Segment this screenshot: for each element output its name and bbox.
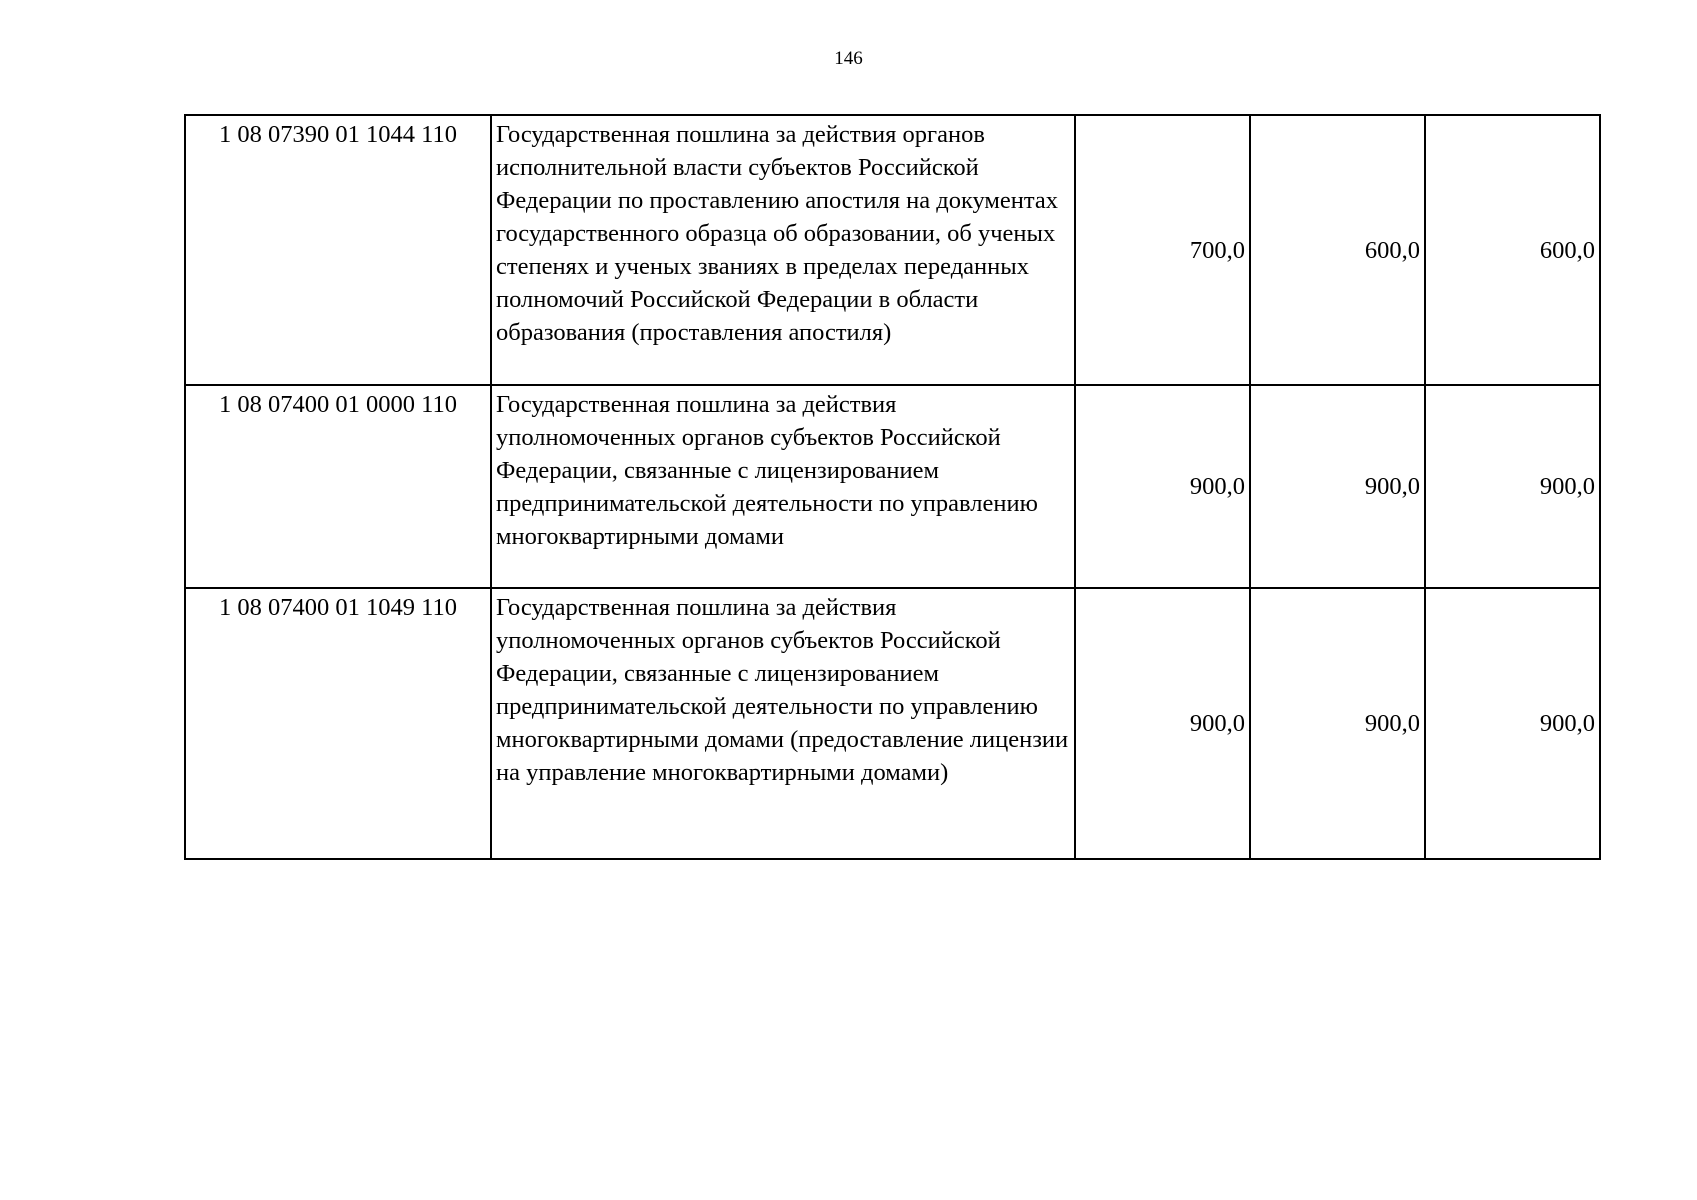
- amount-cell-year-3: 900,0: [1425, 588, 1600, 859]
- amount-cell-year-1: 900,0: [1075, 385, 1250, 588]
- amount-cell-year-1: 900,0: [1075, 588, 1250, 859]
- revenue-name-cell: Государственная пошлина за действия органов исполнительной власти субъектов Российской Федерации по проставлению апостиля на документах государственного образца об образовании, об ученых степенях и ученых званиях в пределах переданных полномочий Российской Федерации в области образования (проставления апостиля): [491, 115, 1075, 385]
- budget-revenue-table: [184, 114, 1601, 860]
- amount-cell-year-2: 600,0: [1250, 115, 1425, 385]
- revenue-name-cell: Государственная пошлина за действия уполномоченных органов субъектов Российской Федерации, связанные с лицензированием предпринимательской деятельности по управлению многоквартирными домами: [491, 385, 1075, 588]
- table-row: [185, 115, 1600, 385]
- page-number: 146: [834, 48, 863, 69]
- budget-code-cell: 1 08 07390 01 1044 110: [185, 115, 491, 385]
- budget-code-cell: 1 08 07400 01 1049 110: [185, 588, 491, 859]
- amount-cell-year-1: 700,0: [1075, 115, 1250, 385]
- amount-cell-year-3: 900,0: [1425, 385, 1600, 588]
- amount-cell-year-3: 600,0: [1425, 115, 1600, 385]
- amount-cell-year-2: 900,0: [1250, 588, 1425, 859]
- table-row: [185, 588, 1600, 859]
- amount-cell-year-2: 900,0: [1250, 385, 1425, 588]
- table-row: [185, 385, 1600, 588]
- budget-code-cell: 1 08 07400 01 0000 110: [185, 385, 491, 588]
- revenue-name-cell: Государственная пошлина за действия уполномоченных органов субъектов Российской Федерации, связанные с лицензированием предпринимательской деятельности по управлению многоквартирными домами (предоставление лицензии на управление многоквартирными домами): [491, 588, 1075, 859]
